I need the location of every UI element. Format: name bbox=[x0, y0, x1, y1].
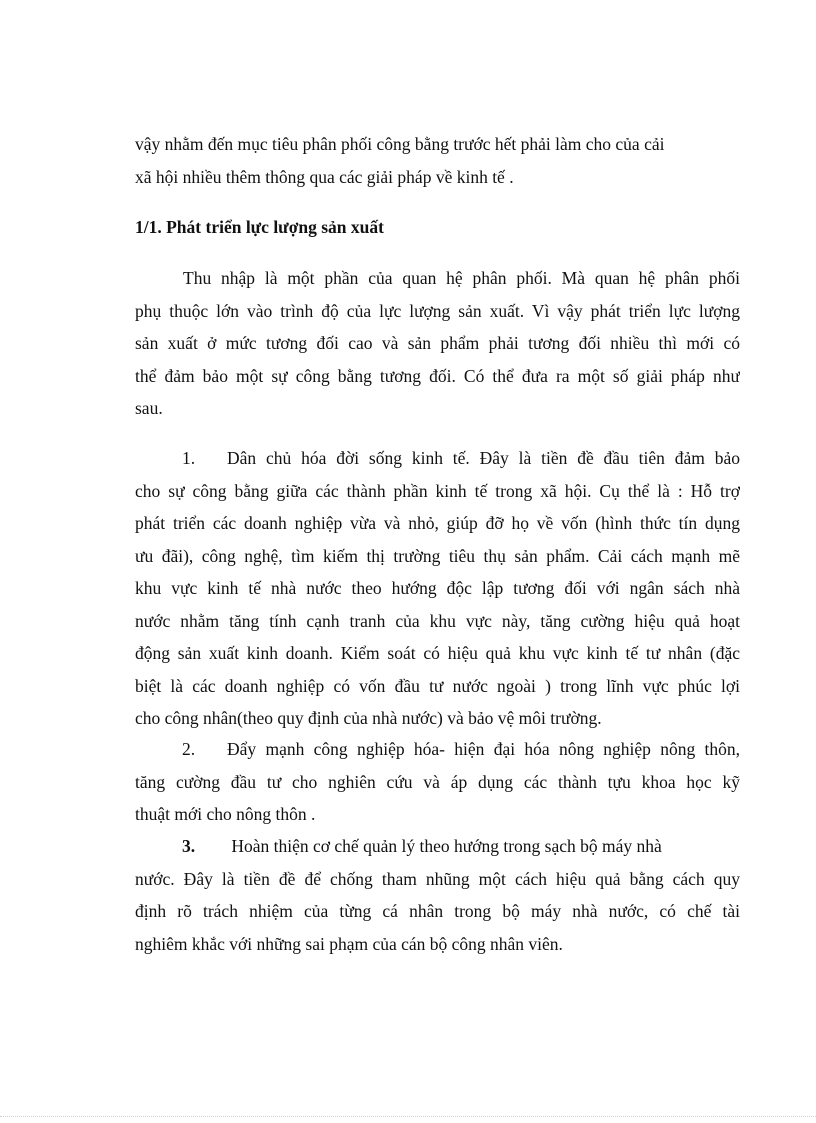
list-item-number: 2. bbox=[182, 739, 196, 759]
list-item-number: 3. bbox=[182, 836, 196, 856]
intro-line: xã hội nhiều thêm thông qua các giải pháp về kinh tế . bbox=[135, 166, 514, 187]
list-item-line: phát triển các doanh nghiệp vừa và nhỏ, giúp đỡ họ về vốn (hình thức tín dụng bbox=[135, 513, 740, 533]
paragraph-line: phụ thuộc lớn vào trình độ của lực lượng sản xuất. Vì vậy phát triển lực lượng bbox=[135, 300, 740, 321]
list-item-line: tăng cường đầu tư cho nghiên cứu và áp dụng các thành tựu khoa học kỹ bbox=[135, 771, 740, 792]
list-item-first-line: 1. Dân chủ hóa đời sống kinh tế. Đây là tiền đề đầu tiên đảm bảo bbox=[135, 442, 740, 475]
list-item-line: thuật mới cho nông thôn . bbox=[135, 804, 316, 824]
paragraph-line: thể đảm bảo một sự công bằng tương đối. Có thể đưa ra một số giải pháp như bbox=[135, 365, 740, 386]
list-item-line: nghiêm khắc với những sai phạm của cán bộ công nhân viên. bbox=[135, 933, 563, 954]
intro-paragraph bbox=[135, 128, 740, 193]
list-item-line: cho công nhân(theo quy định của nhà nước) và bảo vệ môi trường. bbox=[135, 708, 602, 728]
paragraph-line: sản xuất ở mức tương đối cao và sản phẩm phải tương đối nhiều thì mới có bbox=[135, 333, 740, 353]
paragraph-line: sau. bbox=[135, 398, 163, 418]
list-item-2 bbox=[135, 733, 740, 831]
list-item-3 bbox=[135, 830, 740, 960]
list-item-first-line: 3. Hoàn thiện cơ chế quản lý theo hướng trong sạch bộ máy nhà bbox=[135, 830, 740, 863]
list-item-line: định rõ trách nhiệm của từng cá nhân trong bộ máy nhà nước, có chế tài bbox=[135, 901, 740, 921]
list-item-first-line: 2. Đẩy mạnh công nghiệp hóa- hiện đại hóa nông nghiệp nông thôn, bbox=[135, 733, 740, 766]
list-item-1 bbox=[135, 442, 740, 735]
section-heading: 1/1. Phát triển lực lượng sản xuất bbox=[135, 217, 384, 237]
list-item-line: biệt là các doanh nghiệp có vốn đầu tư nước ngoài ) trong lĩnh vực phúc lợi bbox=[135, 675, 740, 696]
paragraph-production-forces bbox=[135, 262, 740, 425]
list-item-line: nước. Đây là tiền đề để chống tham nhũng một cách hiệu quả bằng cách quy bbox=[135, 868, 740, 889]
intro-line: vậy nhằm đến mục tiêu phân phối công bằng trước hết phải làm cho của cải bbox=[135, 134, 665, 154]
list-item-number: 1. bbox=[182, 448, 196, 468]
list-item-line: ưu đãi), công nghệ, tìm kiếm thị trường tiêu thụ sản phẩm. Cải cách mạnh mẽ bbox=[135, 545, 740, 566]
paragraph-line: Thu nhập là một phần của quan hệ phân phối. Mà quan hệ phân phối bbox=[183, 268, 740, 288]
list-item-line: nước nhằm tăng tính cạnh tranh của khu vực này, tăng cường hiệu quả hoạt bbox=[135, 610, 740, 631]
list-item-line: khu vực kinh tế nhà nước theo hướng độc lập tương đối với ngân sách nhà bbox=[135, 578, 740, 598]
page-bottom-rule bbox=[0, 1116, 816, 1117]
list-item-line: động sản xuất kinh doanh. Kiểm soát có hiệu quả khu vực kinh tế tư nhân (đặc bbox=[135, 643, 740, 663]
list-item-line: cho sự công bằng giữa các thành phần kinh tế trong xã hội. Cụ thể là : Hỗ trợ bbox=[135, 480, 740, 501]
